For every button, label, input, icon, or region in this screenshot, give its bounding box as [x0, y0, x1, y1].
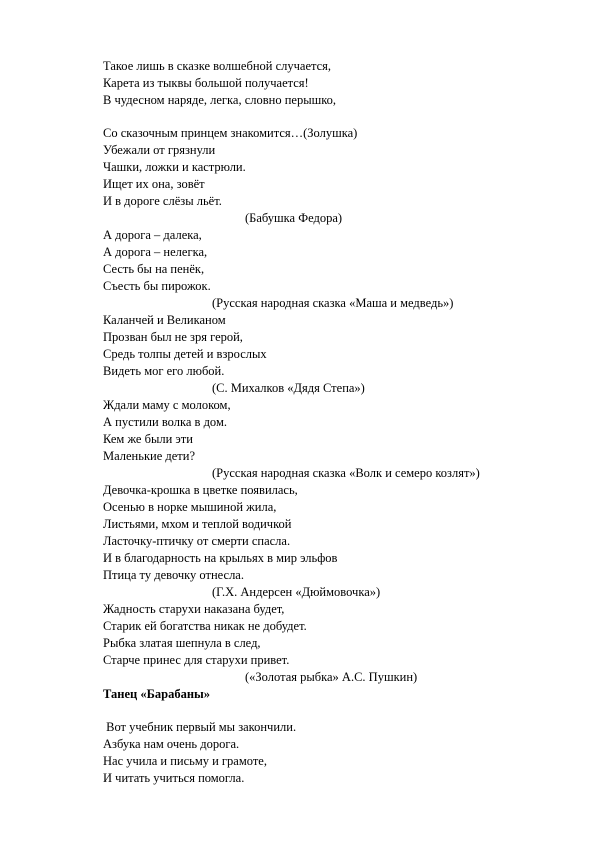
text-line: Птица ту девочку отнесла. [103, 568, 244, 582]
attribution-line: (Г.Х. Андерсен «Дюймовочка») [212, 585, 381, 599]
text-line: Азбука нам очень дорога. [103, 737, 240, 751]
text-line: Жадность старухи наказана будет, [103, 602, 285, 616]
text-line: А пустили волка в дом. [103, 415, 227, 429]
attribution-line: (Бабушка Федора) [245, 211, 343, 225]
text-line: И в благодарность на крыльях в мир эльфов [103, 551, 338, 565]
text-line: И в дороге слёзы льёт. [103, 194, 222, 208]
text-line: Съесть бы пирожок. [103, 279, 211, 293]
text-line: Девочка-крошка в цветке появилась, [103, 483, 298, 497]
text-line: Ищет их она, зовёт [103, 177, 205, 191]
attribution-line: (Русская народная сказка «Волк и семеро козлят») [212, 466, 480, 480]
text-line: Вот учебник первый мы закончили. [103, 720, 297, 734]
text-line: Такое лишь в сказке волшебной случается, [103, 59, 332, 73]
text-line: Прозван был не зря герой, [103, 330, 243, 344]
text-line: Сесть бы на пенёк, [103, 262, 205, 276]
text-line: Каланчей и Великаном [103, 313, 226, 327]
text-line: Осенью в норке мышиной жила, [103, 500, 277, 514]
text-line: Рыбка златая шепнула в след, [103, 636, 261, 650]
attribution-line: (С. Михалков «Дядя Степа») [212, 381, 365, 395]
attribution-line: (Русская народная сказка «Маша и медведь») [212, 296, 454, 310]
section-heading: Танец «Барабаны» [103, 687, 211, 701]
text-line: Карета из тыквы большой получается! [103, 76, 309, 90]
text-line: Чашки, ложки и кастрюли. [103, 160, 246, 174]
text-line: Листьями, мхом и теплой водичкой [103, 517, 292, 531]
text-line: Со сказочным принцем знакомится…(Золушка) [103, 126, 358, 140]
text-line: Ласточку-птичку от смерти спасла. [103, 534, 291, 548]
attribution-line: («Золотая рыбка» А.С. Пушкин) [245, 670, 418, 684]
text-line: А дорога – далека, [103, 228, 202, 242]
text-line: А дорога – нелегка, [103, 245, 208, 259]
text-line: И читать учиться помогла. [103, 771, 245, 785]
text-line: Ждали маму с молоком, [103, 398, 231, 412]
text-line: Кем же были эти [103, 432, 193, 446]
text-line: Убежали от грязнули [103, 143, 216, 157]
text-line: Маленькие дети? [103, 449, 195, 463]
text-line: Старче принес для старухи привет. [103, 653, 290, 667]
text-line: Нас учила и письму и грамоте, [103, 754, 267, 768]
text-line: В чудесном наряде, легка, словно перышко, [103, 93, 337, 107]
text-line: Старик ей богатства никак не добудет. [103, 619, 307, 633]
text-line: Видеть мог его любой. [103, 364, 225, 378]
text-line: Средь толпы детей и взрослых [103, 347, 267, 361]
